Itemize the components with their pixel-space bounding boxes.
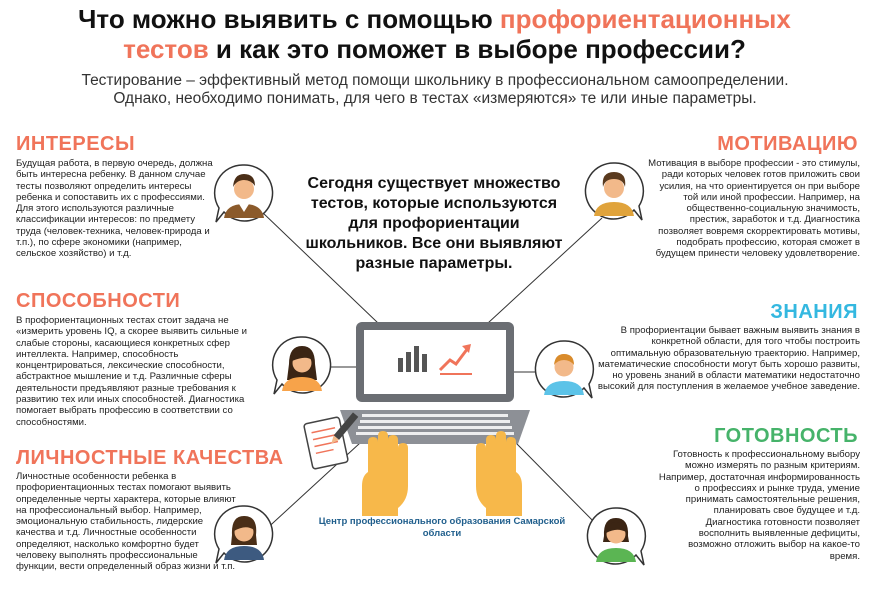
hands-icon [352, 418, 532, 518]
boy-avatar-icon [212, 162, 276, 226]
personality-heading: ЛИЧНОСТНЫЕ КАЧЕСТВА [16, 447, 284, 469]
interests-text: Будущая работа, в первую очередь, должна быть интересна ребенку. В данном случае тесты позволяют определить интересы ребенка и сопоставить их с профессиями. Для этого используются различные классификации интересов: по предмету труда (человек-техника, человек-природа и т.п.), по сфере экономики (например, сельское хозяйство) и т.д. [16, 158, 213, 260]
interests-heading: ИНТЕРЕСЫ [16, 133, 136, 155]
notepad-pencil-icon [300, 410, 362, 472]
student-avatar-icon [532, 338, 596, 402]
motivation-heading: МОТИВАЦИЮ [717, 133, 858, 155]
center-text: Сегодня существует множество тестов, которые используются для профориентации школьников. Все они выявляют разные параметры. [305, 175, 563, 272]
title-part1: Что можно выявить с помощью [78, 4, 500, 34]
title-highlight2: тестов [123, 34, 209, 64]
motivation-text: Мотивация в выборе профессии - это стимулы, ради которых человек готов приложить свои усилия, на что ориентируется он при выборе той или иной профессии. Например, на общественно-социальную значимость, престиж, заработок и т.д. Диагностика позволяет вовремя скорректировать мотивы, подобрать профессию, которая сможет в будущем принести человеку удовлетворение. [648, 158, 860, 260]
title-highlight1: профориентационных [499, 4, 791, 34]
abilities-heading: СПОСОБНОСТИ [16, 290, 181, 312]
readiness-text: Готовность к профессиональному выбору можно измерять по разным критериям. Например, достаточная информированность о профессиях и рынке труда, умение принимать самостоятельные решения, планировать свое будущее и т.д. Диагностика готовности позволяет восполнить выявленные дефициты, возможно отложить выбор на какое-то время. [658, 449, 860, 562]
man-avatar-icon [582, 160, 646, 224]
knowledge-heading: ЗНАНИЯ [770, 301, 858, 323]
abilities-text: В профориентационных тестах стоит задача не «измерить уровень IQ, а скорее выявить сильные и слабые стороны, касающиеся конкретных сфер интеллекта. Например, способность концентрироваться, лексические способности, абстрактное мышление и т.д. Различные сферы деятельности предъявляют разные требования к развитию тех или иных способностей. Диагностика помогает выбрать профессию в соответствии со способностями. [16, 315, 247, 428]
personality-text: Личностные особенности ребенка в профориентационных тестах помогают выявить определенные черты характера, которые влияют на профессиональный выбор. Например, эмоциональную стабильность, лидерские качества и т.д. Личностные особенности определяют, насколько комфортно будет человеку выполнять профессиональные функции, вести определенный образ жизни и т.п. [16, 471, 236, 573]
girl-avatar-icon [270, 334, 334, 398]
readiness-heading: ГОТОВНОСТЬ [714, 425, 858, 447]
woman-avatar-icon [212, 503, 276, 567]
footer-organization: Центр профессионального образования Самарской области [318, 516, 566, 539]
girl-green-avatar-icon [584, 505, 648, 569]
knowledge-text: В профориентации бывает важным выявить знания в конкретной области, для того чтобы построить оптимальную образовательную траекторию. Например, математические способности могут быть хорошо развиты, но уровень знаний в области математики недостаточно высокий для поступления в желаемое учебное заведение. [597, 325, 860, 393]
subtitle: Тестирование – эффективный метод помощи школьнику в профессиональном самоопределении. Однако, необходимо понимать, для чего в тестах «измеряются» те или иные параметры. [81, 72, 789, 107]
title-part2: и как это поможет в выборе профессии? [208, 34, 746, 64]
